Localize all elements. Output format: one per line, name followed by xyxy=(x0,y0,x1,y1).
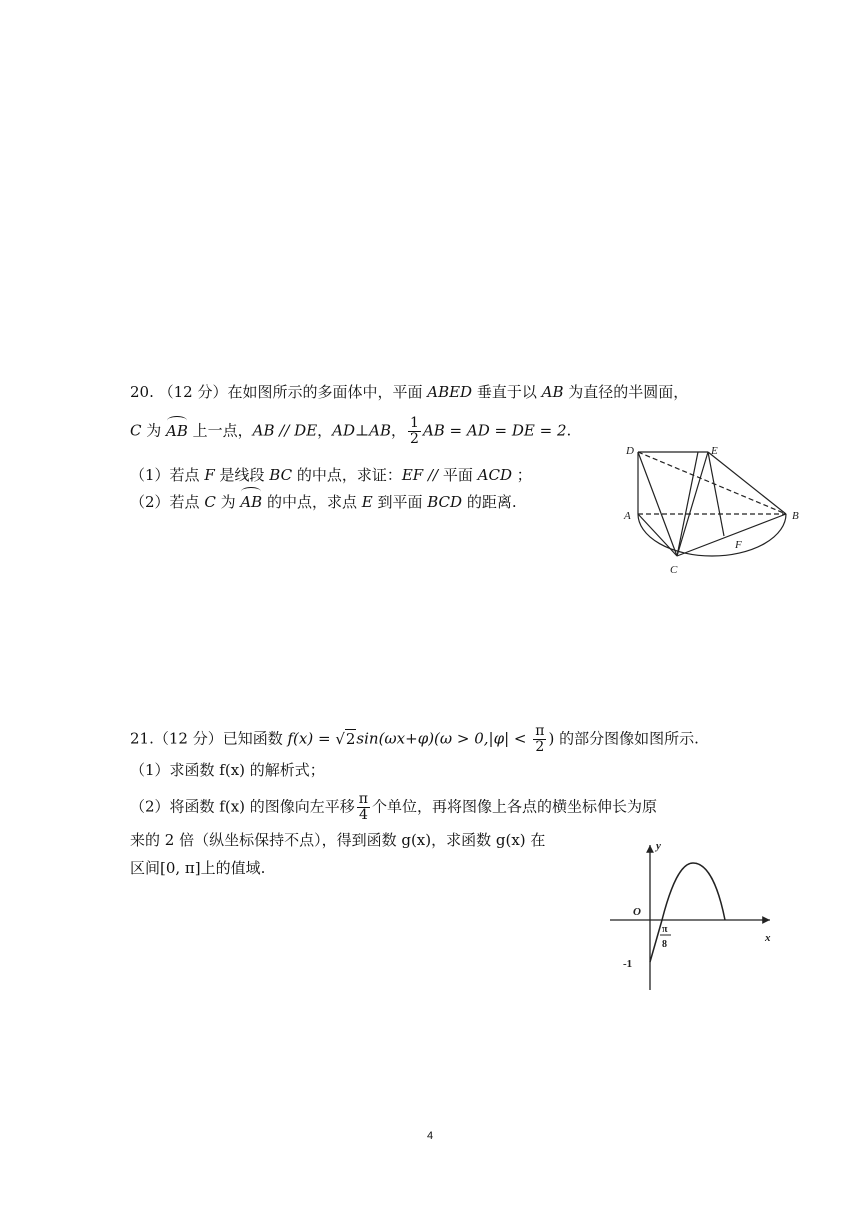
arc-ab-2: AB xyxy=(240,493,263,511)
sqrt-symbol: √2 xyxy=(335,729,356,748)
label-c: C xyxy=(670,564,678,576)
origin-label: O xyxy=(633,906,641,918)
q21-line1: 21.（12 分）已知函数 f(x) = √2sin(ωx+φ)(ω > 0,|φ| < $\frac{\pi}{2}$ ) 的部分图像如图所示. xyxy=(130,723,699,755)
q21-line4: 来的 2 倍（纵坐标保持不点），得到函数 g(x)，求函数 g(x) 在 xyxy=(130,831,546,849)
sine-graph xyxy=(605,835,790,995)
label-b: B xyxy=(792,510,799,522)
label-a: A xyxy=(624,510,631,522)
tick-8: 8 xyxy=(662,939,667,950)
q20-part2: （2）若点 C 为 AB 的中点，求点 E 到平面 BCD 的距离. xyxy=(130,493,517,511)
label-f: F xyxy=(735,539,742,551)
fraction-half: $\frac{1}{2}$ xyxy=(410,415,419,447)
q20-line1: 20. （12 分）在如图所示的多面体中，平面 ABED 垂直于以 AB 为直径的半圆面， xyxy=(130,383,689,401)
polyhedron-figure xyxy=(610,440,810,580)
fraction-pi-4: $\frac{\pi}{4}$ xyxy=(358,791,368,823)
label-d: D xyxy=(626,445,634,457)
y-label: y xyxy=(656,840,661,852)
tick-pi: π xyxy=(662,924,668,935)
q21-part1: （1）求函数 f(x) 的解析式； xyxy=(130,761,325,779)
page-number: 4 xyxy=(426,1130,434,1142)
fraction-pi-2: $\frac{\pi}{2}$ xyxy=(535,723,545,755)
label-e: E xyxy=(711,445,718,457)
x-label: x xyxy=(765,932,771,944)
q21-line5: 区间[0, π]上的值域. xyxy=(130,859,266,877)
neg-one-label: -1 xyxy=(623,958,633,970)
q20-part1: （1）若点 F 是线段 BC 的中点，求证：EF // 平面 ACD ； xyxy=(130,466,532,484)
q21-part2: （2）将函数 f(x) 的图像向左平移 $\frac{\pi}{4}$ 个单位，再将图像上各点的横坐标伸长为原 xyxy=(130,791,658,823)
q20-line2: C 为 AB 上一点，AB // DE，AD⊥AB， $\frac{1}{2}$ AB = AD = DE = 2. xyxy=(130,415,572,447)
arc-ab: AB xyxy=(166,421,188,440)
